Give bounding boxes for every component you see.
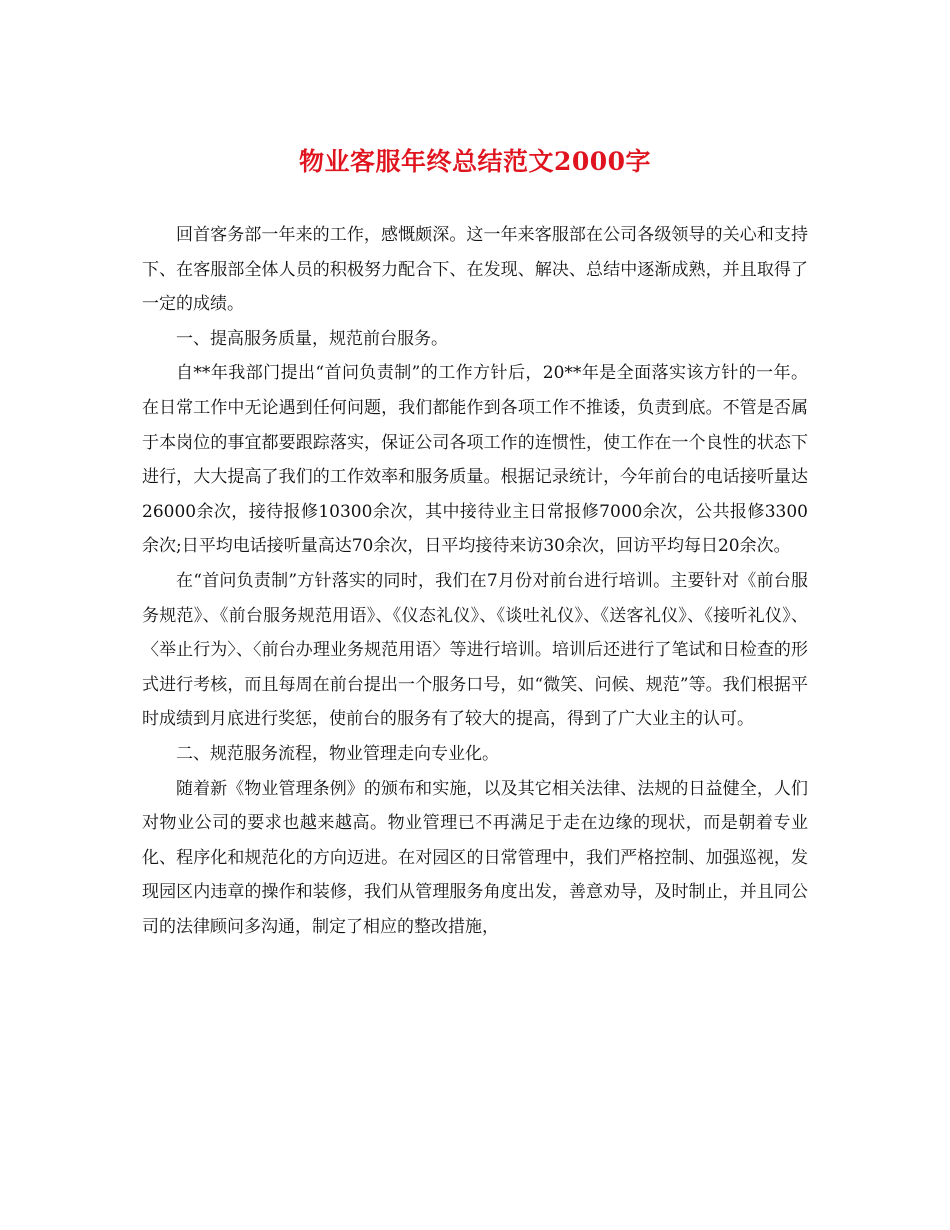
section-heading-1: 一、提高服务质量，规范前台服务。 <box>176 328 448 349</box>
section-heading-2: 二、规范服务流程，物业管理走向专业化。 <box>176 743 499 764</box>
paragraph-first-responsibility: 自**年我部门提出“首问负责制”的工作方针后，20**年是全面落实该方针的一年。在日常工作中无论遇到任何问题，我们都能作到各项工作不推诿，负责到底。不管是否属于本岗位的事宜都要跟踪落实，保证公司各项工作的连惯性，使工作在一个良性的状态下进行，大大提高了我们的工作效率和服务质量。根据记录统计，今年前台的电话接听量达26000余次，接待报修10300余次，其中接待业主日常报修7000余次，公共报修3300余次;日平均电话接听量高达70余次，日平均接待来访30余次，回访平均每日20余次。 <box>142 363 808 557</box>
document-body <box>142 218 808 944</box>
paragraph-training: 在“首问负责制”方针落实的同时，我们在7月份对前台进行培训。主要针对《前台服务规范》、《前台服务规范用语》、《仪态礼仪》、《谈吐礼仪》、《送客礼仪》、《接听礼仪》、〈举止行为〉、〈前台办理业务规范用语〉等进行培训。培训后还进行了笔试和日检查的形式进行考核，而且每周在前台提出一个服务口号，如“微笑、问候、规范”等。我们根据平时成绩到月底进行奖惩，使前台的服务有了较大的提高，得到了广大业主的认可。 <box>142 570 808 730</box>
paragraph-intro: 回首客务部一年来的工作，感慨颇深。这一年来客服部在公司各级领导的关心和支持下、在客服部全体人员的积极努力配合下、在发现、解决、总结中逐渐成熟，并且取得了一定的成绩。 <box>142 225 808 315</box>
document-title: 物业客服年终总结范文2000字 <box>298 147 652 176</box>
paragraph-regulations: 随着新《物业管理条例》的颁布和实施，以及其它相关法律、法规的日益健全，人们对物业公司的要求也越来越高。物业管理已不再满足于走在边缘的现状，而是朝着专业化、程序化和规范化的方向迈进。在对园区的日常管理中，我们严格控制、加强巡视，发现园区内违章的操作和装修，我们从管理服务角度出发，善意劝导，及时制止，并且同公司的法律顾问多沟通，制定了相应的整改措施， <box>142 778 808 937</box>
